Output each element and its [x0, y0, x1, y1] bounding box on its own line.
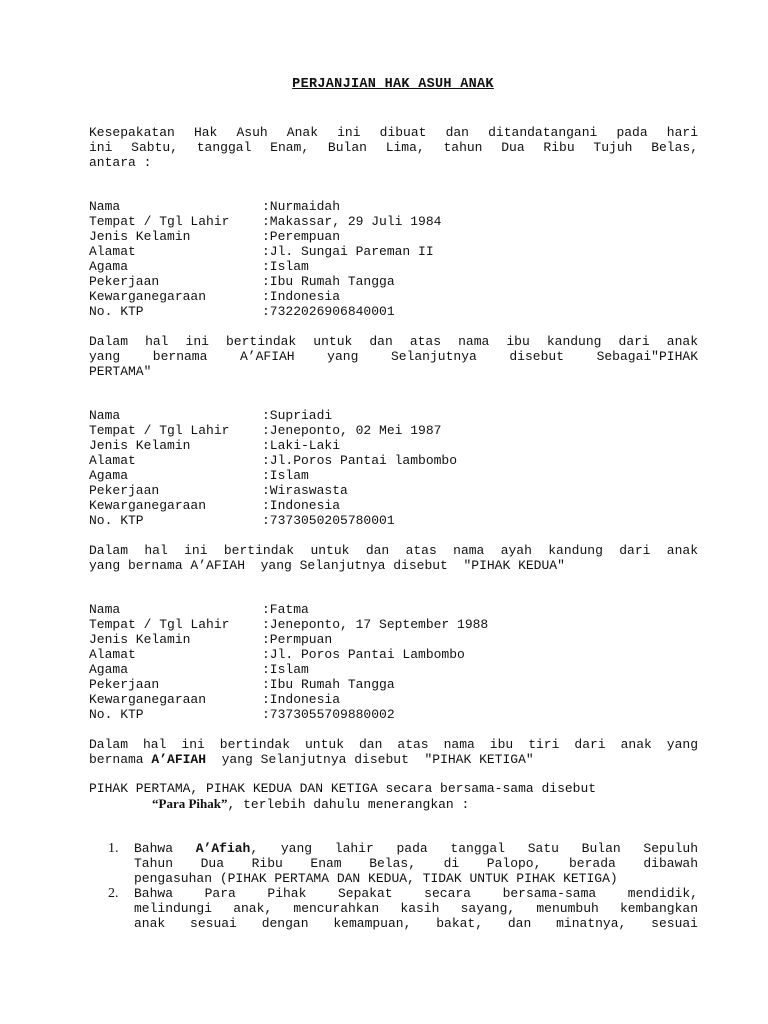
statement-line: Dalam hal ini bertindak untuk dan atas nama ibu kandung dari anak [89, 334, 698, 349]
statement-line: yang bernama A’AFIAH yang Selanjutnya disebut "PIHAK KEDUA" [89, 558, 565, 573]
statement-text: bernama [89, 752, 152, 767]
field-value: :Wiraswasta [262, 483, 348, 498]
intro-line: ini Sabtu, tanggal Enam, Bulan Lima, tahun Dua Ribu Tujuh Belas, [89, 140, 698, 155]
field-value: :Perempuan [262, 229, 341, 244]
field-value: :Jl.Poros Pantai lambombo [262, 453, 458, 468]
field-label: Alamat [89, 453, 136, 468]
field-row [89, 632, 699, 647]
statement-line: Dalam hal ini bertindak untuk dan atas nama ibu tiri dari anak yang [89, 737, 698, 752]
field-label: No. KTP [89, 304, 144, 319]
para-pihak-line: PIHAK PERTAMA, PIHAK KEDUA DAN KETIGA secara bersama-sama disebut [89, 781, 597, 796]
field-row [89, 617, 699, 632]
field-row [89, 468, 699, 483]
field-label: Agama [89, 259, 129, 274]
field-value: :7322026906840001 [262, 304, 395, 319]
field-label: Alamat [89, 244, 136, 259]
party-1-identity [89, 199, 699, 319]
field-label: Tempat / Tgl Lahir [89, 214, 230, 229]
field-row [89, 647, 699, 662]
field-row [89, 289, 699, 304]
statement-line: yang bernama A’AFIAH yang Selanjutnya disebut Sebagai"PIHAK [89, 349, 698, 364]
field-row [89, 677, 699, 692]
list-text: , yang lahir pada tanggal Satu Bulan Sepuluh [250, 841, 698, 856]
field-row [89, 229, 699, 244]
party-3-identity [89, 602, 699, 722]
list-line: Tahun Dua Ribu Enam Belas, di Palopo, berada dibawah [134, 856, 698, 871]
field-row [89, 707, 699, 722]
field-row [89, 438, 699, 453]
para-pihak-paragraph [89, 781, 698, 811]
field-label: Pekerjaan [89, 677, 160, 692]
field-label: Nama [89, 602, 121, 617]
child-name-bold: A’Afiah [195, 841, 251, 856]
field-label: Jenis Kelamin [89, 438, 191, 453]
field-value: :Makassar, 29 Juli 1984 [262, 214, 442, 229]
party-3-statement [89, 737, 698, 767]
field-label: Tempat / Tgl Lahir [89, 617, 230, 632]
field-value: :Indonesia [262, 692, 341, 707]
document-title: PERJANJIAN HAK ASUH ANAK [292, 77, 494, 92]
field-row [89, 199, 699, 214]
field-value: :Jeneponto, 02 Mei 1987 [262, 423, 442, 438]
list-item [108, 886, 698, 931]
field-value: :Ibu Rumah Tangga [262, 274, 395, 289]
list-line: melindungi anak, mencurahkan kasih sayang, menumbuh kembangkan [134, 901, 698, 916]
field-value: :Islam [262, 259, 309, 274]
field-row [89, 244, 699, 259]
field-label: Pekerjaan [89, 274, 160, 289]
field-label: Kewarganegaraan [89, 289, 207, 304]
list-line [134, 841, 698, 856]
field-label: Alamat [89, 647, 136, 662]
field-row [89, 498, 699, 513]
field-label: No. KTP [89, 707, 144, 722]
field-value: :Laki-Laki [262, 438, 341, 453]
intro-line: Kesepakatan Hak Asuh Anak ini dibuat dan ditandatangani pada hari [89, 125, 698, 140]
statement-line: Dalam hal ini bertindak untuk dan atas nama ayah kandung dari anak [89, 543, 698, 558]
field-value: :Nurmaidah [262, 199, 341, 214]
field-label: No. KTP [89, 513, 144, 528]
list-line: Bahwa Para Pihak Sepakat secara bersama-sama mendidik, [134, 886, 698, 901]
field-value: :Jl. Poros Pantai Lambombo [262, 647, 465, 662]
list-item [108, 841, 698, 886]
field-value: :Fatma [262, 602, 309, 617]
field-label: Kewarganegaraan [89, 692, 207, 707]
field-label: Nama [89, 408, 121, 423]
field-row [89, 662, 699, 677]
field-value: :Permpuan [262, 632, 333, 647]
field-row [89, 214, 699, 229]
intro-line: antara : [89, 155, 152, 170]
field-row [89, 259, 699, 274]
numbered-list [108, 841, 698, 931]
field-row [89, 304, 699, 319]
party-2-identity [89, 408, 699, 528]
field-value: :Indonesia [262, 289, 341, 304]
list-line: pengasuhan (PIHAK PERTAMA DAN KEDUA, TIDAK UNTUK PIHAK KETIGA) [134, 871, 618, 886]
field-label: Agama [89, 468, 129, 483]
party-2-statement [89, 543, 698, 573]
field-label: Jenis Kelamin [89, 632, 191, 647]
field-value: :7373050205780001 [262, 513, 395, 528]
child-name-bold: A’AFIAH [151, 752, 207, 767]
field-row [89, 408, 699, 423]
field-row [89, 602, 699, 617]
field-label: Tempat / Tgl Lahir [89, 423, 230, 438]
intro-paragraph [89, 125, 698, 170]
list-text: Bahwa [134, 841, 196, 856]
list-line: anak sesuai dengan kemampuan, bakat, dan minatnya, sesuai [134, 916, 698, 931]
field-value: :7373055709880002 [262, 707, 395, 722]
field-label: Jenis Kelamin [89, 229, 191, 244]
list-number: 1. [108, 841, 119, 856]
field-value: :Islam [262, 662, 309, 677]
para-pihak-text: , terlebih dahulu menerangkan : [227, 797, 470, 812]
field-row [89, 423, 699, 438]
field-value: :Ibu Rumah Tangga [262, 677, 395, 692]
statement-text: yang Selanjutnya disebut "PIHAK KETIGA" [206, 752, 534, 767]
field-value: :Islam [262, 468, 309, 483]
field-value: :Jeneponto, 17 September 1988 [262, 617, 489, 632]
party-1-statement [89, 334, 698, 379]
field-value: :Supriadi [262, 408, 333, 423]
field-value: :Jl. Sungai Pareman II [262, 244, 434, 259]
field-row [89, 513, 699, 528]
field-row [89, 274, 699, 289]
para-pihak-line [89, 796, 698, 811]
field-value: :Indonesia [262, 498, 341, 513]
field-row [89, 483, 699, 498]
field-label: Pekerjaan [89, 483, 160, 498]
statement-line: PERTAMA" [89, 364, 152, 379]
list-number: 2. [108, 886, 119, 901]
field-label: Kewarganegaraan [89, 498, 207, 513]
statement-line [89, 752, 698, 767]
field-row [89, 692, 699, 707]
field-label: Nama [89, 199, 121, 214]
field-row [89, 453, 699, 468]
field-label: Agama [89, 662, 129, 677]
para-pihak-bold: “Para Pihak” [152, 796, 228, 811]
